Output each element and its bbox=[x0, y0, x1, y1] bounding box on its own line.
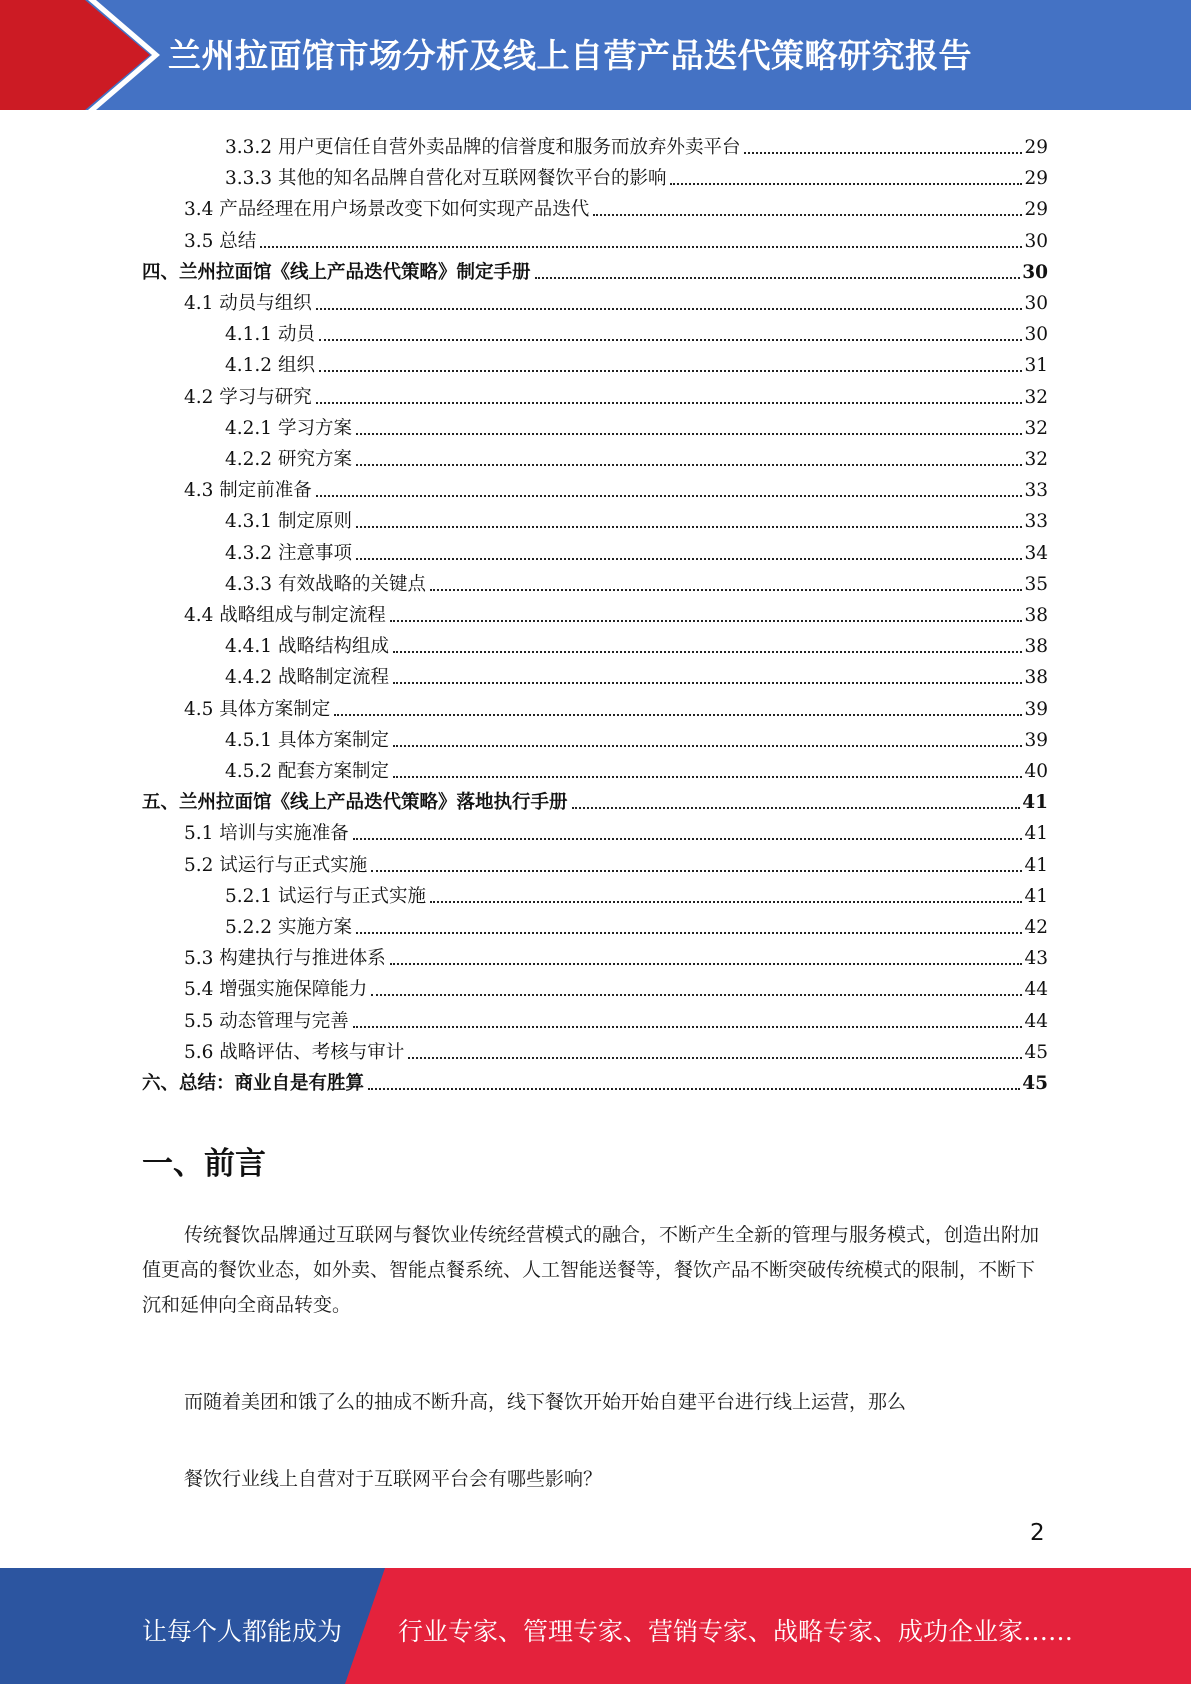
toc-entry[interactable] bbox=[225, 908, 1048, 939]
toc-dot-leader bbox=[356, 464, 1023, 466]
toc-dot-leader bbox=[572, 807, 1021, 809]
toc-dot-leader bbox=[316, 402, 1023, 404]
toc-entry[interactable] bbox=[184, 222, 1048, 253]
toc-entry-page: 31 bbox=[1024, 355, 1048, 377]
toc-entry-label: 4.3 制定前准备 bbox=[184, 480, 312, 502]
toc-entry-label: 3.3.2 用户更信任自营外卖品牌的信誉度和服务而放弃外卖平台 bbox=[225, 137, 741, 158]
toc-dot-leader bbox=[390, 620, 1023, 622]
toc-dot-leader bbox=[353, 1026, 1023, 1028]
paragraph-question: 餐饮行业线上自营对于互联网平台会有哪些影响？ bbox=[184, 1468, 603, 1490]
toc-dot-leader bbox=[356, 433, 1023, 435]
toc-entry-label: 4.4.1 战略结构组成 bbox=[225, 636, 389, 658]
toc-entry[interactable] bbox=[184, 284, 1048, 315]
toc-dot-leader bbox=[393, 651, 1022, 653]
toc-entry[interactable] bbox=[225, 128, 1048, 159]
toc-entry-page: 29 bbox=[1024, 137, 1048, 158]
paragraph-platform-commission: 而随着美团和饿了么的抽成不断升高，线下餐饮开始开始自建平台进行线上运营，那么 bbox=[184, 1391, 907, 1413]
toc-entry[interactable] bbox=[184, 814, 1048, 845]
toc-entry-label: 4.2 学习与研究 bbox=[184, 386, 312, 408]
section-heading: 一、前言 bbox=[142, 1146, 266, 1182]
toc-dot-leader bbox=[744, 152, 1022, 154]
toc-entry-label: 3.3.3 其他的知名品牌自营化对互联网餐饮平台的影响 bbox=[225, 168, 667, 190]
toc-dot-leader bbox=[356, 558, 1023, 560]
toc-entry-page: 43 bbox=[1024, 948, 1048, 970]
toc-entry[interactable] bbox=[142, 253, 1048, 284]
toc-entry-page: 29 bbox=[1024, 168, 1048, 190]
toc-dot-leader bbox=[371, 994, 1022, 996]
toc-entry[interactable] bbox=[225, 409, 1048, 440]
toc-entry[interactable] bbox=[225, 502, 1048, 533]
toc-dot-leader bbox=[408, 1057, 1022, 1059]
toc-dot-leader bbox=[393, 682, 1022, 684]
toc-entry-page: 38 bbox=[1024, 605, 1048, 626]
toc-entry[interactable] bbox=[225, 159, 1048, 190]
toc-dot-leader bbox=[319, 370, 1023, 372]
toc-dot-leader bbox=[390, 963, 1023, 965]
toc-entry-label: 5.2.1 试运行与正式实施 bbox=[225, 885, 426, 907]
footer-slogan-right: 行业专家、管理专家、营销专家、战略专家、成功企业家…… bbox=[398, 1617, 1074, 1646]
toc-entry-page: 30 bbox=[1024, 230, 1048, 252]
toc-dot-leader bbox=[356, 932, 1023, 934]
toc-entry-label: 4.2.2 研究方案 bbox=[225, 449, 352, 470]
toc-dot-leader bbox=[430, 901, 1022, 903]
toc-entry-page: 41 bbox=[1024, 885, 1048, 907]
toc-entry-label: 4.3.2 注意事项 bbox=[225, 542, 352, 564]
toc-entry-page: 30 bbox=[1024, 293, 1048, 314]
toc-dot-leader bbox=[260, 246, 1022, 248]
toc-dot-leader bbox=[316, 495, 1023, 497]
toc-entry[interactable] bbox=[225, 346, 1048, 377]
toc-entry[interactable] bbox=[225, 534, 1048, 565]
toc-dot-leader bbox=[535, 277, 1021, 279]
toc-entry[interactable] bbox=[225, 721, 1048, 752]
toc-entry-label: 4.5.2 配套方案制定 bbox=[225, 761, 389, 782]
toc-entry-page: 41 bbox=[1022, 792, 1048, 814]
toc-dot-leader bbox=[393, 776, 1022, 778]
toc-entry-label: 5.3 构建执行与推进体系 bbox=[184, 948, 386, 970]
toc-entry-page: 40 bbox=[1024, 761, 1048, 782]
toc-entry[interactable] bbox=[142, 1064, 1048, 1095]
toc-entry[interactable] bbox=[184, 190, 1048, 221]
footer-slogan-left: 让每个人都能成为 bbox=[142, 1617, 343, 1646]
toc-entry-label: 六、总结：商业自是有胜算 bbox=[142, 1073, 365, 1094]
toc-entry-label: 4.1.1 动员 bbox=[225, 324, 315, 346]
toc-entry[interactable] bbox=[225, 752, 1048, 783]
toc-entry[interactable] bbox=[142, 783, 1048, 814]
toc-dot-leader bbox=[334, 714, 1022, 716]
toc-entry[interactable] bbox=[184, 1033, 1048, 1064]
toc-entry-page: 30 bbox=[1022, 261, 1048, 283]
toc-entry-page: 39 bbox=[1024, 729, 1048, 751]
toc-dot-leader bbox=[430, 589, 1022, 591]
toc-dot-leader bbox=[670, 183, 1022, 185]
toc-dot-leader bbox=[356, 526, 1023, 528]
toc-entry-page: 35 bbox=[1024, 573, 1048, 595]
toc-entry-page: 34 bbox=[1024, 542, 1048, 564]
toc-entry[interactable] bbox=[225, 627, 1048, 658]
toc-entry-label: 四、兰州拉面馆《线上产品迭代策略》制定手册 bbox=[142, 261, 531, 283]
toc-entry[interactable] bbox=[184, 846, 1048, 877]
toc-entry-label: 5.4 增强实施保障能力 bbox=[184, 979, 368, 1001]
toc-entry-page: 32 bbox=[1024, 449, 1048, 470]
page-number: 2 bbox=[1030, 1520, 1045, 1546]
toc-entry-label: 4.3.3 有效战略的关键点 bbox=[225, 573, 426, 595]
toc-entry[interactable] bbox=[225, 877, 1048, 908]
toc-entry[interactable] bbox=[225, 658, 1048, 689]
paragraph-intro: 传统餐饮品牌通过互联网与餐饮业传统经营模式的融合，不断产生全新的管理与服务模式，创造出附加值更高的餐饮业态，如外卖、智能点餐系统、人工智能送餐等，餐饮产品不断突破传统模式的限制，不断下沉和延伸向全商品转变。 bbox=[142, 1224, 1040, 1316]
toc-entry-label: 4.4 战略组成与制定流程 bbox=[184, 605, 386, 626]
toc-entry-page: 33 bbox=[1024, 511, 1048, 533]
toc-entry[interactable] bbox=[225, 440, 1048, 471]
toc-dot-leader bbox=[593, 214, 1022, 216]
toc-entry-label: 5.5 动态管理与完善 bbox=[184, 1010, 349, 1032]
toc-entry-page: 41 bbox=[1024, 854, 1048, 876]
toc-entry-page: 29 bbox=[1024, 199, 1048, 221]
toc-dot-leader bbox=[316, 308, 1023, 310]
toc-entry-label: 4.2.1 学习方案 bbox=[225, 417, 352, 439]
toc-entry-label: 5.1 培训与实施准备 bbox=[184, 823, 349, 845]
page-footer bbox=[0, 1568, 1191, 1684]
toc-entry-label: 5.2.2 实施方案 bbox=[225, 917, 352, 938]
toc-entry-label: 5.6 战略评估、考核与审计 bbox=[184, 1041, 405, 1063]
toc-dot-leader bbox=[371, 870, 1022, 872]
toc-entry[interactable] bbox=[184, 1002, 1048, 1033]
toc-entry-label: 4.5 具体方案制定 bbox=[184, 698, 331, 720]
toc-entry-label: 4.5.1 具体方案制定 bbox=[225, 729, 389, 751]
toc-entry-label: 4.4.2 战略制定流程 bbox=[225, 667, 389, 689]
toc-entry-page: 38 bbox=[1024, 636, 1048, 658]
toc-dot-leader bbox=[393, 745, 1022, 747]
toc-entry[interactable] bbox=[184, 471, 1048, 502]
toc-entry[interactable] bbox=[225, 565, 1048, 596]
toc-entry-page: 32 bbox=[1024, 386, 1048, 408]
toc-entry-page: 39 bbox=[1024, 698, 1048, 720]
toc-entry-page: 44 bbox=[1024, 1010, 1048, 1032]
toc-entry[interactable] bbox=[225, 315, 1048, 346]
toc-entry[interactable] bbox=[184, 378, 1048, 409]
report-title: 兰州拉面馆市场分析及线上自营产品迭代策略研究报告 bbox=[168, 36, 972, 75]
toc-dot-leader bbox=[319, 339, 1023, 341]
toc-entry-page: 38 bbox=[1024, 667, 1048, 689]
toc-dot-leader bbox=[353, 838, 1023, 840]
toc-entry-label: 4.1.2 组织 bbox=[225, 355, 315, 377]
toc-entry-page: 42 bbox=[1024, 917, 1048, 938]
toc-entry-label: 五、兰州拉面馆《线上产品迭代策略》落地执行手册 bbox=[142, 792, 568, 814]
toc-entry[interactable] bbox=[184, 939, 1048, 970]
toc-dot-leader bbox=[368, 1088, 1020, 1090]
toc-entry-page: 33 bbox=[1024, 480, 1048, 502]
toc-entry-page: 32 bbox=[1024, 417, 1048, 439]
toc-entry-label: 4.1 动员与组织 bbox=[184, 293, 312, 314]
toc-entry-page: 45 bbox=[1022, 1073, 1048, 1094]
toc-entry-page: 41 bbox=[1024, 823, 1048, 845]
toc-entry-page: 44 bbox=[1024, 979, 1048, 1001]
toc-entry-label: 5.2 试运行与正式实施 bbox=[184, 854, 368, 876]
toc-entry-page: 45 bbox=[1024, 1041, 1048, 1063]
toc-entry-label: 3.4 产品经理在用户场景改变下如何实现产品迭代 bbox=[184, 199, 590, 221]
toc-entry-label: 3.5 总结 bbox=[184, 230, 257, 252]
toc-entry-page: 30 bbox=[1024, 324, 1048, 346]
page-header bbox=[0, 0, 1191, 110]
toc-entry[interactable] bbox=[184, 690, 1048, 721]
toc-entry[interactable] bbox=[184, 970, 1048, 1001]
header-red-arrow bbox=[0, 0, 150, 110]
toc-entry[interactable] bbox=[184, 596, 1048, 627]
toc-entry-label: 4.3.1 制定原则 bbox=[225, 511, 352, 533]
